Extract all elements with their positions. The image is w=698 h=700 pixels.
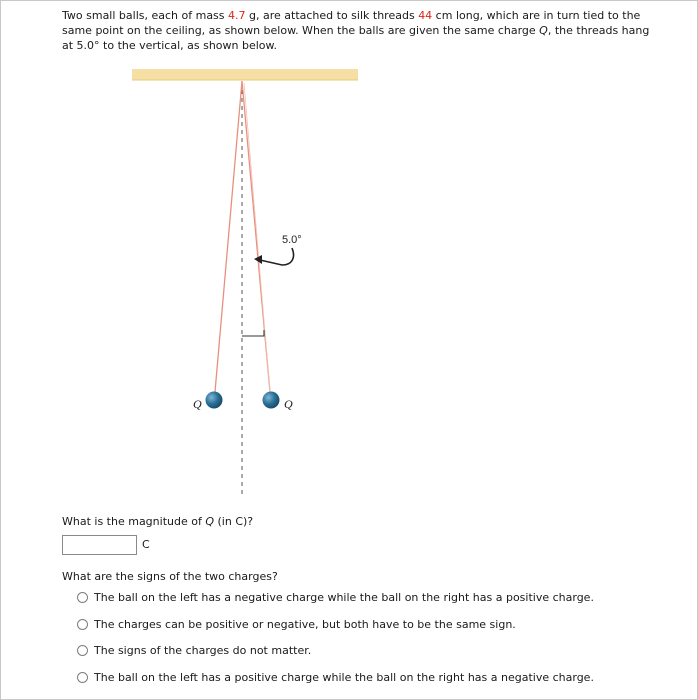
magnitude-input[interactable] [62, 535, 137, 555]
radio-button[interactable] [77, 592, 88, 603]
left-ball [206, 392, 223, 409]
option-left-negative-right-positive[interactable] [77, 589, 594, 605]
question-signs-label: What are the signs of the two charges? [62, 570, 278, 583]
unit-label: C [142, 538, 150, 551]
radio-button[interactable] [77, 645, 88, 656]
radio-button[interactable] [77, 672, 88, 683]
angle-label: 5.0° [282, 234, 302, 246]
option-text: The ball on the left has a positive charge while the ball on the right has a negative charge. [94, 670, 594, 684]
radio-button[interactable] [77, 619, 88, 630]
option-left-positive-right-negative[interactable] [77, 669, 594, 685]
option-same-sign[interactable] [77, 616, 516, 632]
angle-arrow [260, 248, 294, 265]
problem-statement: Two small balls, each of mass 4.7 g, are attached to silk threads 44 cm long, which are in turn tied to the same point on the ceiling, as shown below. When the balls are given the same charge Q, the threads hang at 5.0° to the vertical, as shown below. [62, 9, 650, 52]
option-text: The charges can be positive or negative, but both have to be the same sign. [94, 617, 516, 631]
left-thread [215, 81, 242, 392]
left-charge-label: Q [193, 397, 202, 411]
length-value: 44 [418, 9, 433, 22]
ceiling-bar [132, 69, 358, 80]
right-charge-label: Q [284, 397, 293, 411]
right-ball [263, 392, 280, 409]
option-signs-do-not-matter[interactable] [77, 642, 311, 658]
right-angle-marker [242, 330, 264, 336]
question-magnitude-label: What is the magnitude of Q (in C)? [62, 515, 254, 528]
mass-value: 4.7 [228, 9, 246, 22]
option-text: The ball on the left has a negative charge while the ball on the right has a positive charge. [94, 590, 594, 604]
option-text: The signs of the charges do not matter. [94, 643, 312, 657]
